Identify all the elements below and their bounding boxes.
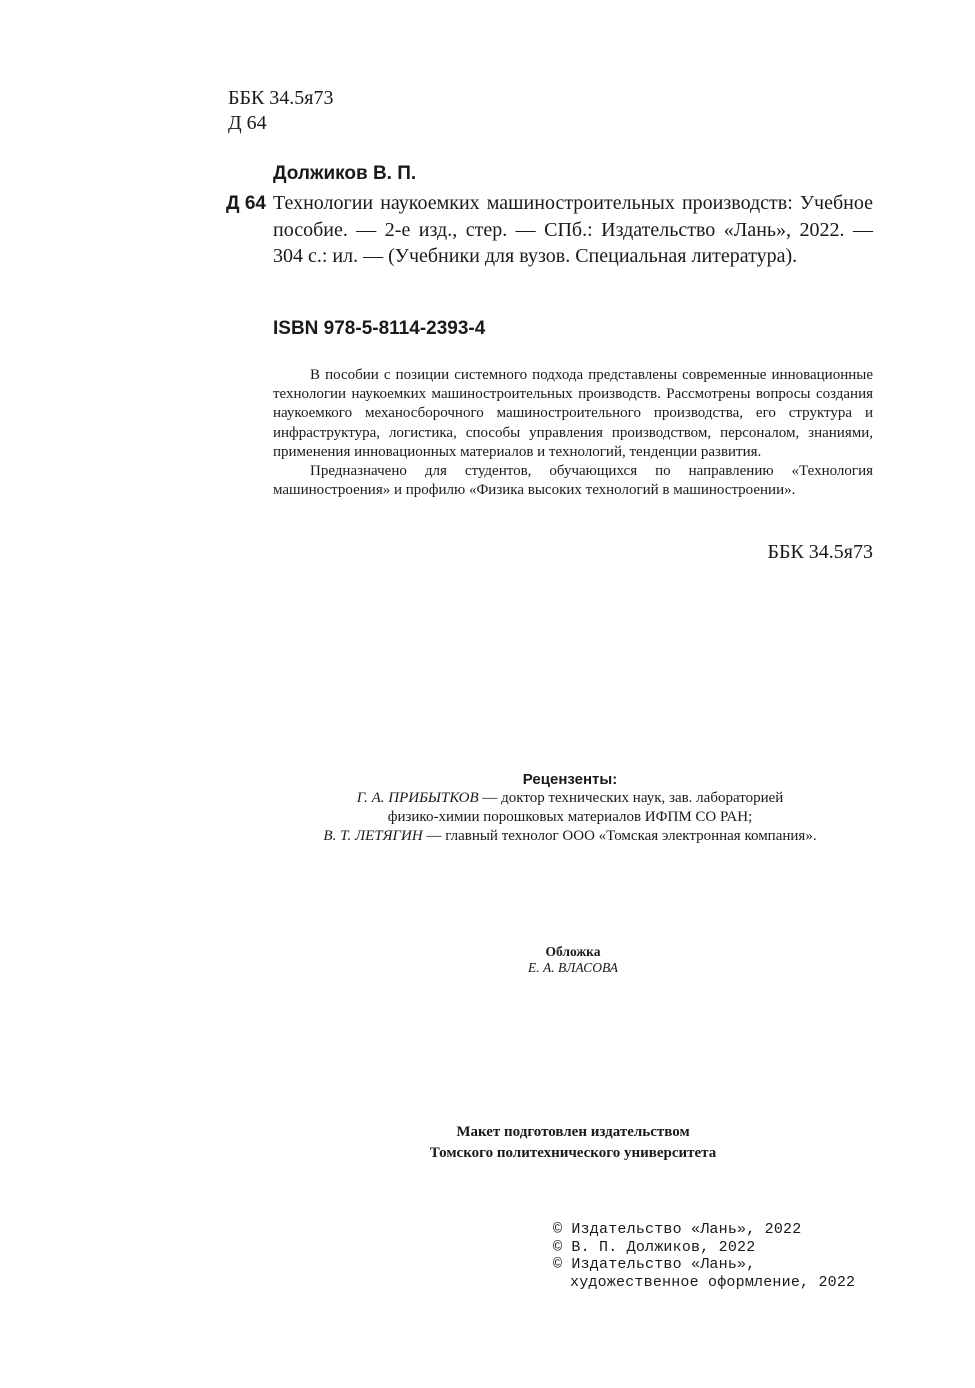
copyright-block (553, 1221, 855, 1291)
reviewer-2-name: В. Т. ЛЕТЯГИН (323, 828, 423, 844)
reviewer-2 (250, 827, 890, 846)
author-name: Должиков В. П. (273, 163, 417, 184)
layout-credit (330, 1122, 816, 1164)
cover-heading: Обложка (545, 944, 601, 959)
copyright-line: © Издательство «Лань», (553, 1256, 756, 1273)
reviewer-1 (250, 789, 890, 808)
bibliographic-description: Технологии наукоемких машиностроительных производств: Учебное пособие. — 2-е изд., стер. — СПб.: Издательство «Лань», 2022. — 304 с.: ил. — (Учебники для вузов. Специальная литература). (273, 192, 873, 267)
layout-credit-line: Томского политехнического университета (429, 1145, 717, 1161)
entry-author-mark: Д 64 (226, 193, 266, 214)
layout-credit-line: Макет подготовлен издательством (456, 1124, 690, 1140)
reviewer-1-name: Г. А. ПРИБЫТКОВ (356, 790, 479, 806)
bbk-bottom: ББК 34.5я73 (767, 541, 873, 563)
abstract-paragraph: Предназначено для студентов, обучающихся по направлению «Технология машиностроения» и профилю «Физика высоких технологий в машиностроении». (273, 463, 873, 499)
reviewers-heading: Рецензенты: (522, 771, 618, 788)
bbk-code: ББК 34.5я73 (228, 87, 334, 109)
copyright-line: художественное оформление, 2022 (570, 1273, 856, 1291)
reviewer-1-desc-cont: физико-химии порошковых материалов ИФПМ СО РАН; (387, 809, 753, 825)
isbn: ISBN 978-5-8114-2393-4 (273, 318, 486, 339)
cover-credit (373, 944, 773, 976)
copyright-line: © Издательство «Лань», 2022 (553, 1221, 802, 1238)
bbk-header (228, 86, 334, 136)
reviewer-2-desc: — главный технолог ООО «Томская электронная компания». (422, 828, 817, 844)
copyright-line: © В. П. Должиков, 2022 (553, 1238, 756, 1256)
reviewer-1-desc: — доктор технических наук, зав. лабораторией (478, 790, 784, 806)
abstract (273, 366, 873, 500)
cover-designer: Е. А. ВЛАСОВА (527, 960, 619, 975)
author-mark: Д 64 (228, 112, 267, 134)
abstract-paragraph: В пособии с позиции системного подхода представлены современные инновационные технологии наукоемких машиностроительных производств. Рассмотрены вопросы создания наукоемкого механосборочного машиностроительного производства, его структура и инфраструктура, логистика, способы управления производством, персоналом, знаниями, применения инновационных материалов и технологий, тенденции развития. (273, 367, 873, 460)
reviewers-block (250, 770, 890, 846)
